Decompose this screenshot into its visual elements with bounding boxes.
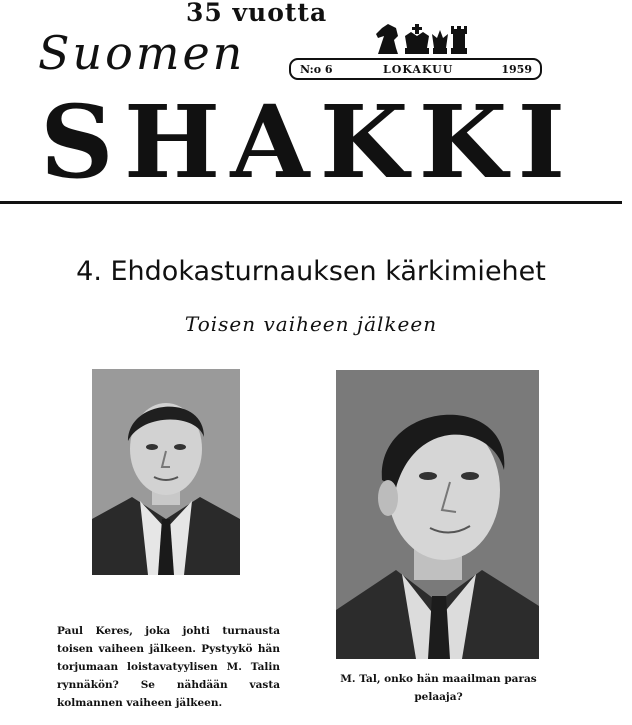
issue-number: N:o 6 — [300, 63, 333, 76]
issue-month: LOKAKUU — [383, 63, 454, 76]
article-headline: 4. Ehdokasturnauksen kärkimiehet — [76, 256, 546, 287]
header-divider — [0, 201, 622, 204]
masthead-shakki: SHAKKI — [40, 83, 576, 201]
anniversary-text: 35 vuotta — [186, 0, 328, 27]
issue-box — [289, 58, 542, 80]
article-subheadline: Toisen vaiheen jälkeen — [184, 312, 438, 336]
issue-year: 1959 — [501, 63, 532, 76]
caption-keres: Paul Keres, joka johti turnausta toisen vaiheen jälkeen. Pystyykö hän torjumaan loistavatyylisen M. Talin rynnäkön? Se nähdään vasta kolmannen vaiheen jälkeen. — [57, 625, 280, 709]
masthead-suomen: Suomen — [38, 26, 246, 80]
caption-tal: M. Tal, onko hän maailman paras pelaaja? — [340, 673, 537, 703]
portrait-tal — [336, 370, 539, 659]
chess-pieces-icon — [374, 22, 469, 56]
portrait-keres — [92, 369, 240, 575]
